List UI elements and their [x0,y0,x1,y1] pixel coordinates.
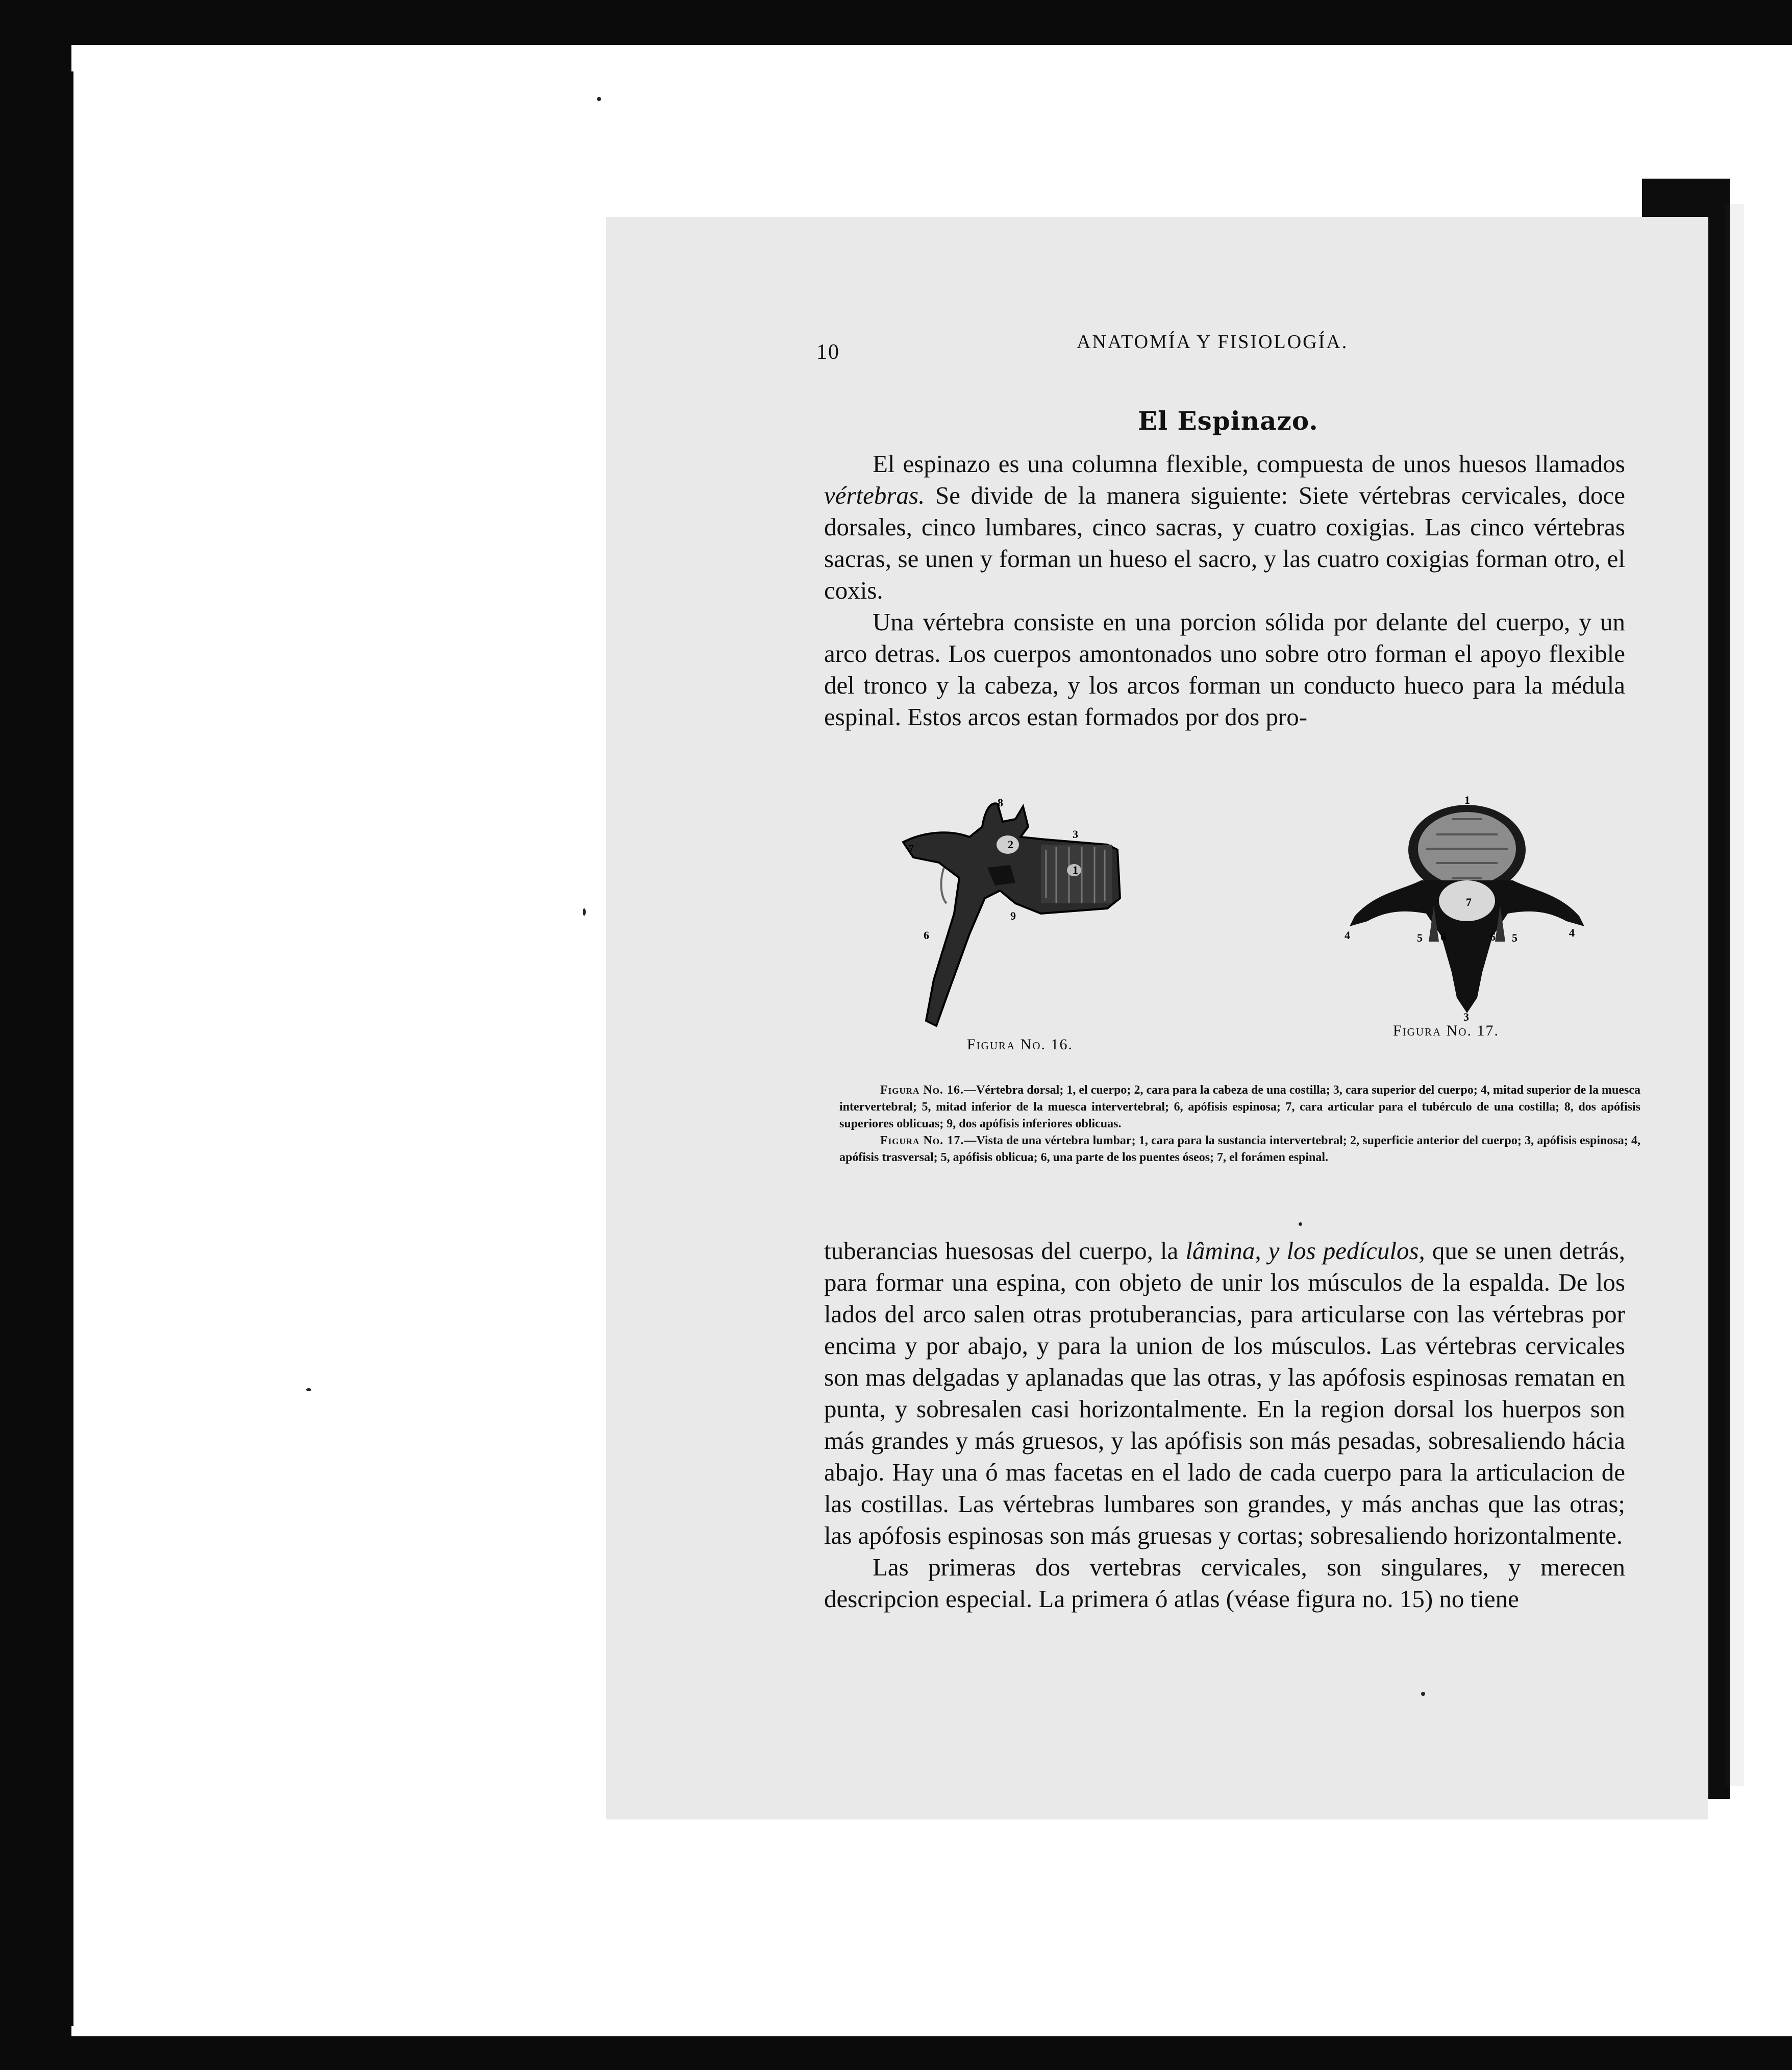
figure-16-label: Figura No. 16. [967,1036,1074,1053]
figure-17-number-label: 5 [1512,931,1517,944]
page-number: 10 [816,340,840,364]
caption-figure-16: Figura No. 16.—Vértebra dorsal; 1, el cuerpo; 2, cara para la cabeza de una costilla; 3, cara superior del cuerpo; 4, mitad superior de la muesca intervertebral; 5, mitad inferior de la muesca intervertebral; 6, apófisis espinosa; 7, cara articular para el tubérculo de una costilla; 8, dos apófisis superiores oblicuas; 9, dos apófisis inferiores oblicuas. [839,1083,1640,1130]
speck [597,97,601,101]
figure-17-number-label: 7 [1466,896,1472,908]
speck [1299,1222,1302,1226]
speck [306,1388,311,1391]
figure-17-number-label: 4 [1345,929,1350,942]
paragraph: El espinazo es una columna flexible, compuesta de unos huesos llamados vértebras. Se divide de la manera siguiente: Siete vértebras cervicales, doce dorsales, cinco lumbares, cinco sacras, y cuatro coxigias. Las cinco vértebras sacras, se unen y forman un hueso el sacro, y las cuatro coxigias forman otro, el coxis. [824,450,1625,604]
paragraph: Las primeras dos vertebras cervicales, son singulares, y merecen descripcion especial. La primera ó atlas (véase figura no. 15) no tiene [824,1553,1625,1613]
figure-16-number-label: 6 [924,929,929,942]
speck [1421,1692,1425,1696]
figure-17-lumbar-vertebra [1319,788,1584,1023]
film-border-bottom [0,2036,1792,2070]
running-head [816,331,1694,372]
figure-17-label: Figura No. 17. [1393,1022,1500,1039]
figure-17-number-label: 6 [1490,930,1496,943]
running-title: ANATOMÍA Y FISIOLOGÍA. [1077,331,1349,353]
figure-17-number-label: 5 [1417,931,1423,944]
figure-16-number-label: 1 [1073,864,1078,876]
caption-figure-17: Figura No. 17.—Vista de una vértebra lumbar; 1, cara para la sustancia intervertebral; 2, superficie anterior del cuerpo; 3, apófisis espinosa; 4, apófisis trasversal; 5, apófisis oblicua; 6, una parte de los puentes óseos; 7, el forámen espinal. [839,1134,1640,1164]
emphasis-text: vértebras. [824,481,925,509]
emphasis-text: lâmina, y los pedículos, [1185,1237,1425,1265]
figure-16-number-label: 2 [1008,838,1013,851]
section-title: El Espinazo. [1138,406,1318,436]
figure-captions [839,1082,1640,1166]
figure-16-dorsal-vertebra [893,781,1148,1031]
figure-17-number-label: 3 [1463,1011,1469,1023]
figure-16-number-label: 8 [998,796,1003,809]
body-text-top [824,448,1625,733]
film-border-top [0,0,1792,45]
paragraph: tuberancias huesosas del cuerpo, la lâmina, y los pedículos, que se unen detrás, para formar una espina, con objeto de unir los músculos de la espalda. De los lados del arco salen otras protuberancias, para articularse con las vértebras por encima y por abajo, y para la union de los músculos. Las vértebras cervicales son mas delgadas y aplanadas que las otras, y las apófosis espinosas rematan en punta, y sobresalen casi horizontalmente. En la region dorsal los huerpos son más grandes y más gruesos, y las apófisis son más pesadas, sobresaliendo hácia abajo. Hay una ó mas facetas en el lado de cada cuerpo para la articulacion de las costillas. Las vértebras lumbares son grandes, y más anchas que las otras; las apófosis espinosas son más gruesas y cortas; sobresaliendo horizontalmente. [824,1237,1626,1549]
adjacent-page-strip [1725,204,1744,1786]
figure-16-number-label: 9 [1010,909,1016,922]
figure-16-number-label: 3 [1073,828,1078,841]
speck [583,908,586,916]
paragraph: Una vértebra consiste en una porcion sólida por delante del cuerpo, y un arco detras. Los cuerpos amontonados uno sobre otro forman el apoyo flexible del tronco y la cabeza, y los arcos forman un conducto hueco para la médula espinal. Estos arcos estan formados por dos pro- [824,608,1625,731]
figure-17-number-label: 6 [1440,930,1446,943]
film-border-left-inner [60,71,73,2026]
figure-17-number-label: 1 [1464,794,1470,806]
figure-17-number-label: 4 [1569,926,1575,939]
figure-16-number-label: 7 [908,842,914,855]
body-text-bottom [824,1235,1625,1615]
